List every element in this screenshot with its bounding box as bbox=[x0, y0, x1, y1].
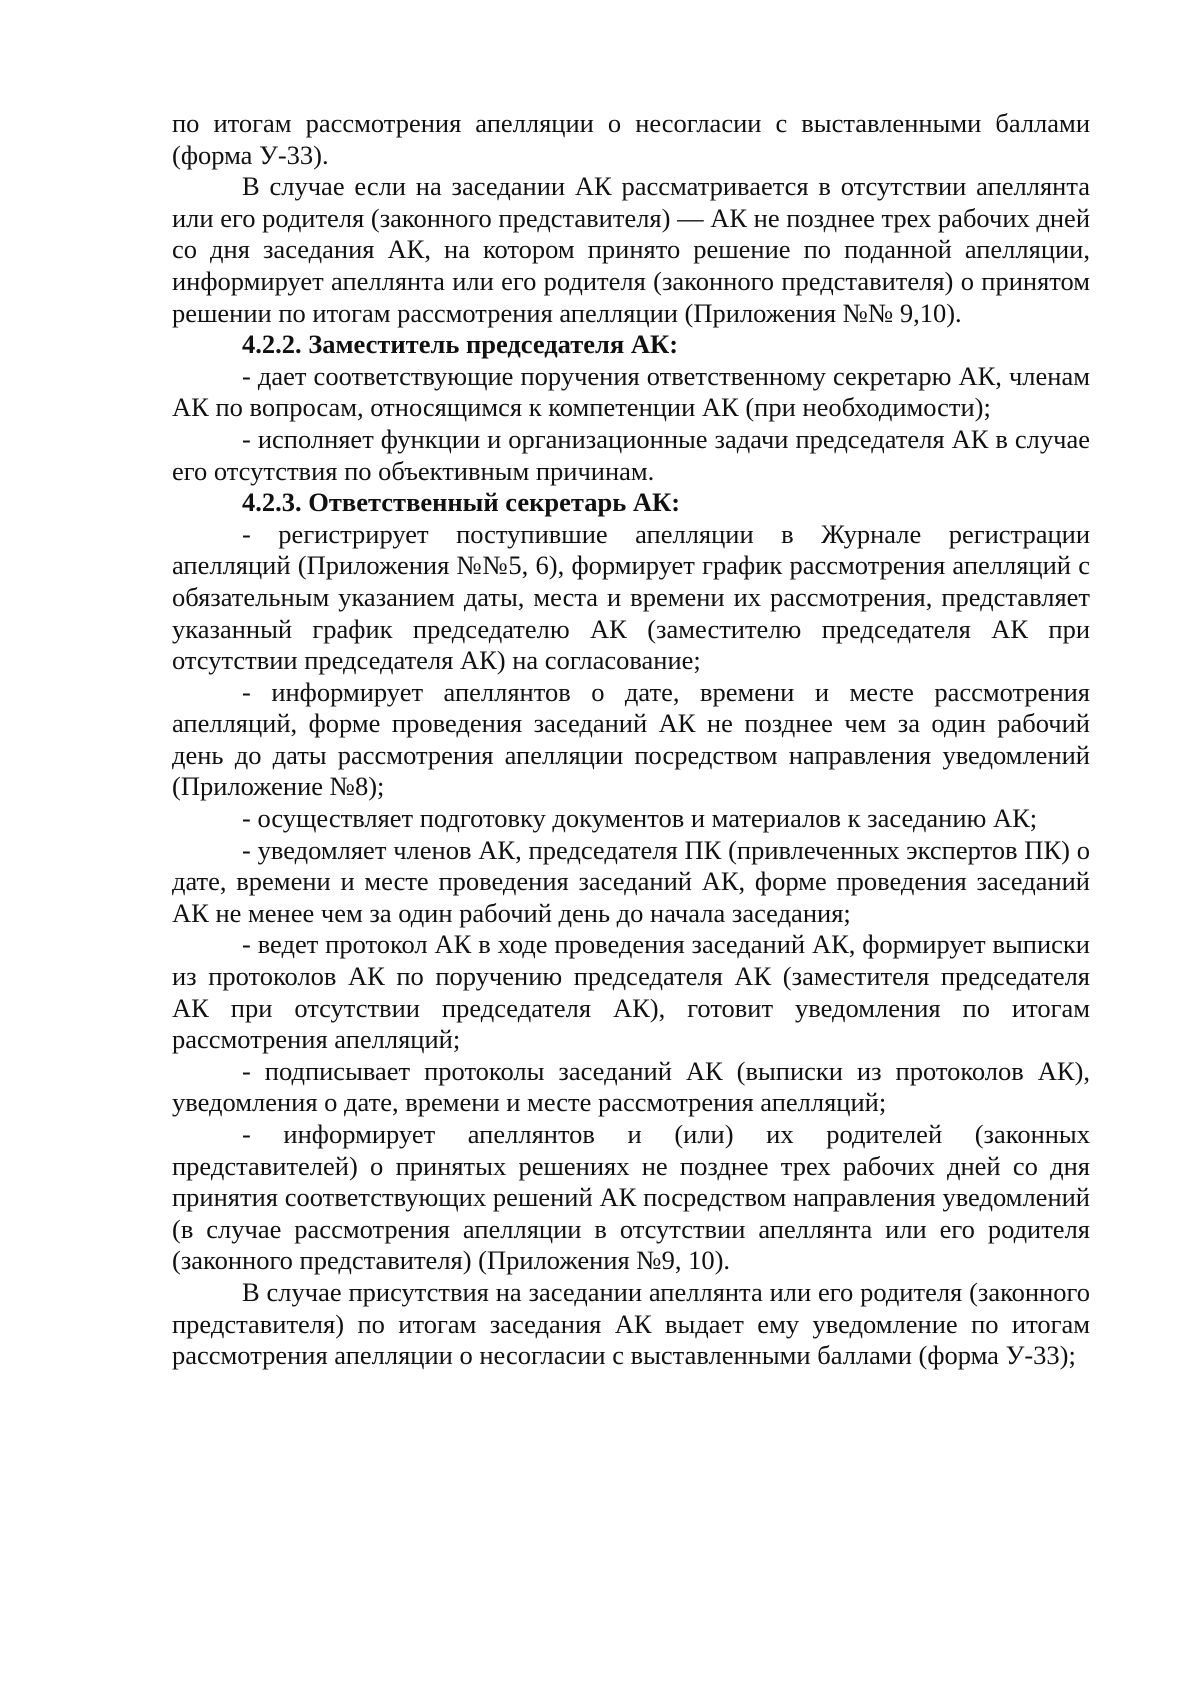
list-item-informs-appellants: - информирует апеллянтов о дате, времени и месте рассмотрения апелляций, форме проведения заседаний АК не позднее чем за один рабочий день до даты рассмотрения апелляции посредством направления уведомлений (Приложение №8); bbox=[172, 676, 1090, 802]
paragraph-absent-appellant: В случае если на заседании АК рассматривается в отсутствии апеллянта или его родителя (законного представителя) — АК не позднее трех рабочих дней со дня заседания АК, на котором принято решение по поданной апелляции, информирует апеллянта или его родителя (законного представителя) о принятом решении по итогам рассмотрения апелляции (Приложения №№ 9,10). bbox=[172, 171, 1090, 328]
list-item-notifies-members: - уведомляет членов АК, председателя ПК (привлеченных экспертов ПК) о дате, времени и месте проведения заседаний АК, форме проведения заседаний АК не менее чем за один рабочий день до начала заседания; bbox=[172, 834, 1090, 928]
list-item-registers-appeals: - регистрирует поступившие апелляции в Журнале регистрации апелляций (Приложения №№5, 6), формирует график рассмотрения апелляций с обязательным указанием даты, места и времени их рассмотрения, представляет указанный график председателю АК (заместителю председателя АК при отсутствии председателя АК) на согласование; bbox=[172, 518, 1090, 676]
paragraph-present-appellant: В случае присутствия на заседании апеллянта или его родителя (законного представителя) по итогам заседания АК выдает ему уведомление по итогам рассмотрения апелляции о несогласии с выставленными баллами (форма У-33); bbox=[172, 1276, 1090, 1371]
list-item-assignments: - дает соответствующие поручения ответственному секретарю АК, членам АК по вопросам, относящимся к компетенции АК (при необходимости); bbox=[172, 360, 1090, 423]
section-heading-4-2-3: 4.2.3. Ответственный секретарь АК: bbox=[242, 487, 681, 518]
list-item-acting-chair: - исполняет функции и организационные задачи председателя АК в случае его отсутствия по объективным причинам. bbox=[172, 423, 1090, 486]
section-heading-4-2-2: 4.2.2. Заместитель председателя АК: bbox=[242, 329, 679, 360]
document-body bbox=[172, 108, 1090, 1372]
list-item-signs-minutes: - подписывает протоколы заседаний АК (выписки из протоколов АК), уведомления о дате, времени и месте рассмотрения апелляций; bbox=[172, 1055, 1090, 1118]
list-item-prepares-documents: - осуществляет подготовку документов и материалов к заседанию АК; bbox=[242, 803, 1038, 834]
paragraph-continuation: по итогам рассмотрения апелляции о несогласии с выставленными баллами (форма У-33). bbox=[172, 108, 1090, 170]
list-item-keeps-minutes: - ведет протокол АК в ходе проведения заседаний АК, формирует выписки из протоколов АК по поручению председателя АК (заместителя председателя АК при отсутствии председателя АК), готовит уведомления по итогам рассмотрения апелляций; bbox=[172, 929, 1090, 1055]
list-item-informs-decisions: - информирует апеллянтов и (или) их родителей (законных представителей) о принятых решениях не позднее трех рабочих дней со дня принятия соответствующих решений АК посредством направления уведомлений (в случае рассмотрения апелляции в отсутствии апеллянта или его родителя (законного представителя) (Приложения №9, 10). bbox=[172, 1119, 1090, 1276]
